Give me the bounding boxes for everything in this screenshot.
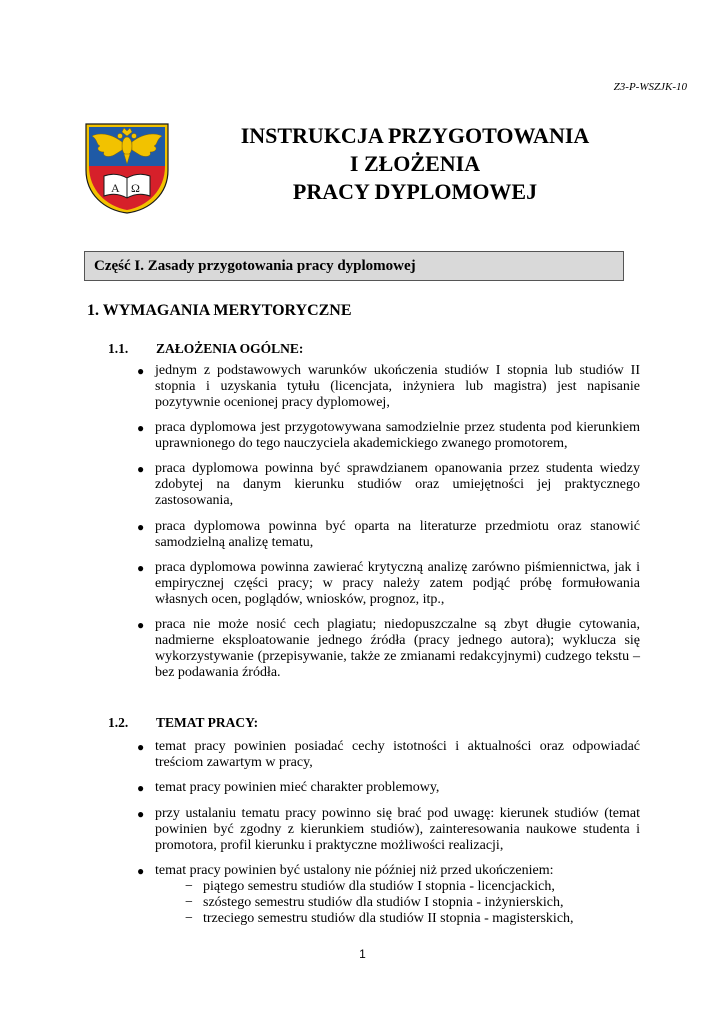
sub-list-item: − trzeciego semestru studiów dla studiów II stopnia - magisterskich, [185,911,574,926]
subsection-number: 1.2. [108,715,129,730]
dash-icon: − [185,879,193,894]
bullet-icon: ● [137,421,145,435]
list-item: ● temat pracy powinien mieć charakter problemowy, [137,780,440,795]
dash-icon: − [185,895,193,910]
subsection-number: 1.1. [108,341,129,356]
section-heading: 1. WYMAGANIA MERYTORYCZNE [87,302,352,319]
svg-text:A: A [111,181,120,195]
list-item: ● praca dyplomowa powinna zawierać krytyczną analizę zarówno piśmiennictwa, jak i empirycznej części pracy; w pracy należy zatem podjąć próbę formułowania własnych ocen, poglądów, wniosków, prognoz, itp., [137,560,640,607]
list-item: ● temat pracy powinien być ustalony nie później niż przed ukończeniem: − piątego semestru studiów dla studiów I stopnia - licencjackich, − szóstego semestru studiów dla studiów I stopnia - inżynierskich, − trzeciego semestru studiów dla studiów II stopnia - magisterskich, [135,863,640,927]
bullet-icon: ● [137,740,145,754]
title-line-1: INSTRUKCJA PRZYGOTOWANIA [240,123,590,148]
list-item: ● jednym z podstawowych warunków ukończenia studiów I stopnia lub studiów II stopnia i uzyskania tytułu (licencjata, inżyniera lub magistra) jest napisanie pozytywnie ocenionej pracy dyplomowej, [137,363,640,410]
list-item: ● praca dyplomowa powinna być oparta na literaturze przedmiotu oraz stanowić samodzielną analizę tematu, [137,519,640,550]
general-assumptions-list [135,363,640,681]
bullet-icon: ● [137,807,145,821]
bullet-icon: ● [137,618,145,632]
bullet-icon: ● [137,520,145,534]
part-heading-box [84,251,624,281]
list-item: ● praca nie może nosić cech plagiatu; niedopuszczalne są zbyt długie cytowania, nadmierne eksploatowanie jednego źródła (pracy jednego autora); wyklucza się wykorzystywanie (przepisywanie, także ze zmianami redakcyjnymi) cudzego tekstu – bez podawania źródła. [137,617,640,680]
bullet-icon: ● [137,364,145,378]
title-line-2: I ZŁOŻENIA [349,151,481,176]
sub-list-item: − szóstego semestru studiów dla studiów I stopnia - inżynierskich, [185,895,564,910]
title-line-3: PRACY DYPLOMOWEJ [292,179,538,204]
bullet-icon: ● [137,462,145,476]
thesis-topic-list [135,739,640,927]
sub-list-item: − piątego semestru studiów dla studiów I stopnia - licencjackich, [185,879,555,894]
subsection-title: TEMAT PRACY: [156,715,259,730]
list-item: ● temat pracy powinien posiadać cechy istotności i aktualności oraz odpowiadać treściom zawartym w pracy, [137,739,640,770]
bullet-icon: ● [137,864,145,878]
bullet-icon: ● [137,781,145,795]
list-item: ● przy ustalaniu tematu pracy powinno się brać pod uwagę: kierunek studiów (temat powinien być zgodny z kierunkiem studiów), zainteresowania naukowe studenta i promotora, profil kierunku i praktyczne możliwości realizacji, [137,806,640,853]
part-heading: Część I. Zasady przygotowania pracy dyplomowej [94,258,416,274]
bullet-icon: ● [137,561,145,575]
svg-text:Ω: Ω [131,181,140,195]
subsection-title: ZAŁOŻENIA OGÓLNE: [156,341,304,356]
document-title [180,122,650,206]
list-item: ● praca dyplomowa jest przygotowywana samodzielnie przez studenta pod kierunkiem uprawnionego do tego nauczyciela akademickiego zwanego promotorem, [137,420,640,451]
document-code: Z3-P-WSZJK-10 [613,81,687,93]
dash-icon: − [185,911,193,926]
university-crest-logo [84,122,170,214]
page-number: 1 [359,947,366,961]
semester-deadlines-list [155,879,640,927]
list-item: ● praca dyplomowa powinna być sprawdzianem opanowania przez studenta wiedzy zdobytej na danym kierunku studiów oraz umiejętności jej praktycznego zastosowania, [137,461,640,508]
